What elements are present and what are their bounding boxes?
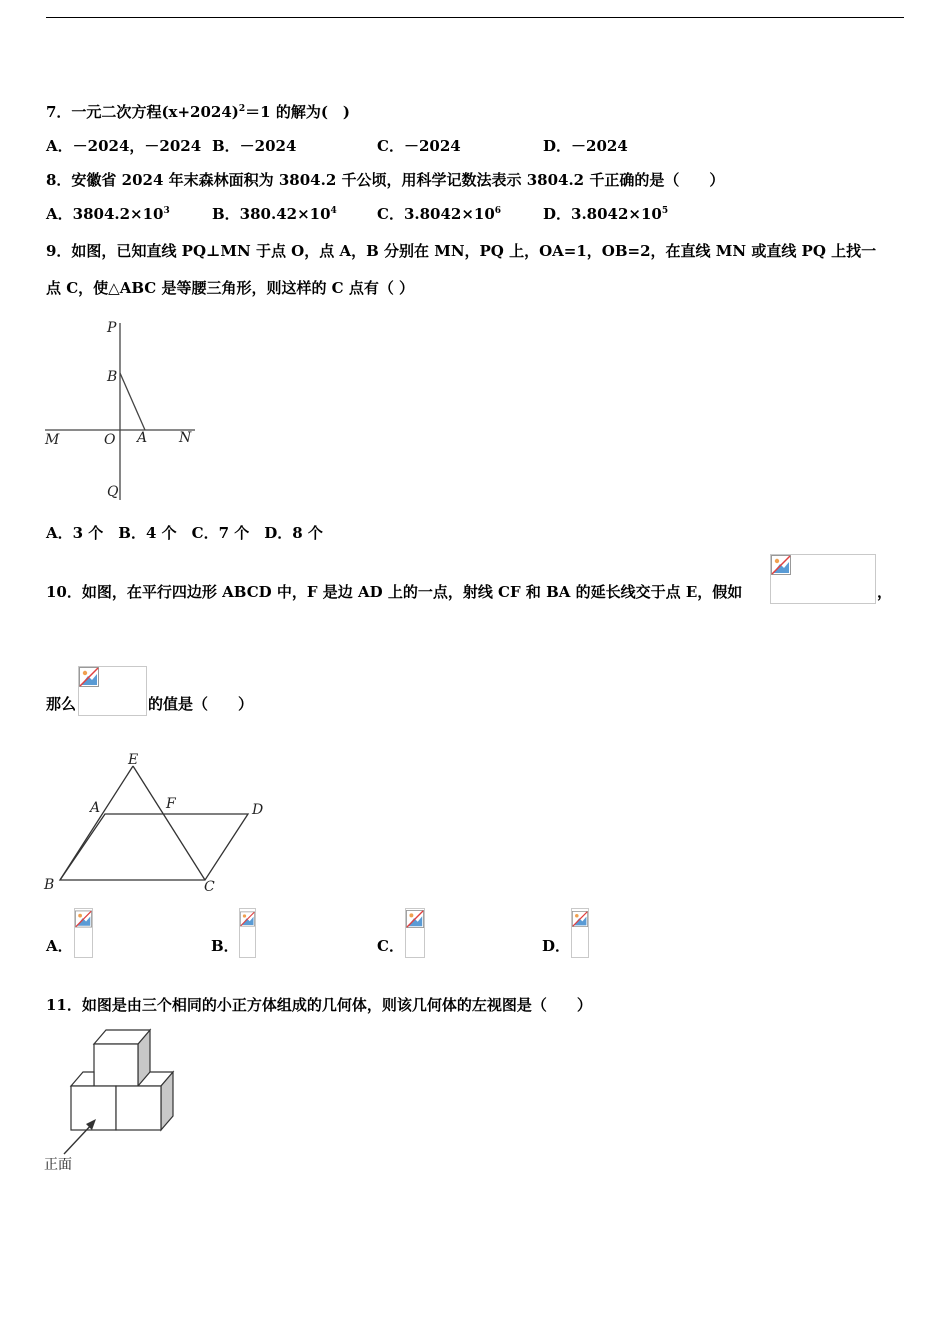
q9-figure xyxy=(40,318,210,503)
q11-figure xyxy=(40,1022,180,1178)
broken-image-icon xyxy=(79,667,99,687)
q8-option-d: D．$3.8042\times 10^5$ xyxy=(543,205,669,223)
q8-option-c: C．$3.8042\times 10^6$ xyxy=(377,205,502,223)
label-m: M xyxy=(45,432,60,448)
q10-ratio-image xyxy=(770,554,876,604)
label-o: O xyxy=(104,432,116,448)
label-d: D xyxy=(252,802,264,818)
q10-option-a-label: A． xyxy=(46,937,73,955)
q9-options: A．3 个 B．4 个 C．7 个 D．8 个 xyxy=(46,524,323,542)
q10-comma: ， xyxy=(877,583,893,601)
q10-line2-suffix: 的值是（ ） xyxy=(148,695,254,713)
q8-option-b: B．$380.42\times 10^4$ xyxy=(212,205,337,223)
header-rule xyxy=(46,17,904,18)
segment-ec xyxy=(133,766,205,880)
segment-ab xyxy=(120,373,145,430)
q8-stem: 8．安徽省 2024 年末森林面积为 3804.2 千公顷，用科学记数法表示 3804.2 千正确的是（ ） xyxy=(46,171,725,189)
q7-option-a: A．－2024，－2024 xyxy=(46,137,202,155)
label-b: B xyxy=(44,877,55,893)
parallelogram-abcd xyxy=(60,814,248,880)
bottom-right-front xyxy=(116,1086,161,1130)
label-e: E xyxy=(128,752,139,768)
label-f: F xyxy=(166,796,176,812)
front-label: 正面 xyxy=(44,1157,72,1173)
label-b: B xyxy=(107,369,118,385)
q10-figure xyxy=(40,748,272,896)
q10-option-a-image xyxy=(74,908,93,958)
label-q: Q xyxy=(107,484,119,500)
broken-image-icon xyxy=(75,909,92,929)
q7-option-b: B．－2024 xyxy=(212,137,297,155)
q9-stem-line1: 9．如图，已知直线 PQ⊥MN 于点 O，点 A，B 分别在 MN，PQ 上，OA=1，OB=2，在直线 MN 或直线 PQ 上找一 xyxy=(46,242,877,260)
q10-option-b-label: B． xyxy=(211,937,239,955)
broken-image-icon xyxy=(572,909,588,929)
q10-line2-prefix: 那么 xyxy=(46,695,77,713)
q11-stem: 11．如图是由三个相同的小正方体组成的几何体，则该几何体的左视图是（ ） xyxy=(46,996,592,1014)
broken-image-icon xyxy=(406,909,424,929)
label-a: A xyxy=(90,800,101,816)
bottom-left-top xyxy=(71,1072,94,1086)
q10-option-c-label: C． xyxy=(377,937,404,955)
label-c: C xyxy=(204,879,215,895)
broken-image-icon xyxy=(771,555,791,575)
q8-option-a: A．$3804.2\times 10^3$ xyxy=(46,205,170,223)
q7-option-c: C．－2024 xyxy=(377,137,461,155)
label-n: N xyxy=(179,430,192,446)
q7-option-d: D．－2024 xyxy=(543,137,628,155)
q10-option-d-image xyxy=(571,908,589,958)
q10-expression-image xyxy=(78,666,147,716)
segment-eb xyxy=(60,766,133,880)
q7-stem: 7．一元二次方程$(x+2024)^2=1$ 的解为( ) xyxy=(46,103,351,121)
q10-option-d-label: D． xyxy=(542,937,571,955)
q10-option-c-image xyxy=(405,908,425,958)
broken-image-icon xyxy=(240,909,255,929)
top-cube-front xyxy=(94,1044,138,1086)
q10-stem: 10．如图，在平行四边形 ABCD 中，F 是边 AD 上的一点，射线 CF 和 BA 的延长线交于点 E，假如 xyxy=(46,583,743,601)
q9-stem-line2: 点 C，使△ABC 是等腰三角形，则这样的 C 点有（ ） xyxy=(46,279,415,297)
label-p: P xyxy=(107,320,117,336)
q10-option-b-image xyxy=(239,908,256,958)
label-a: A xyxy=(137,430,148,446)
